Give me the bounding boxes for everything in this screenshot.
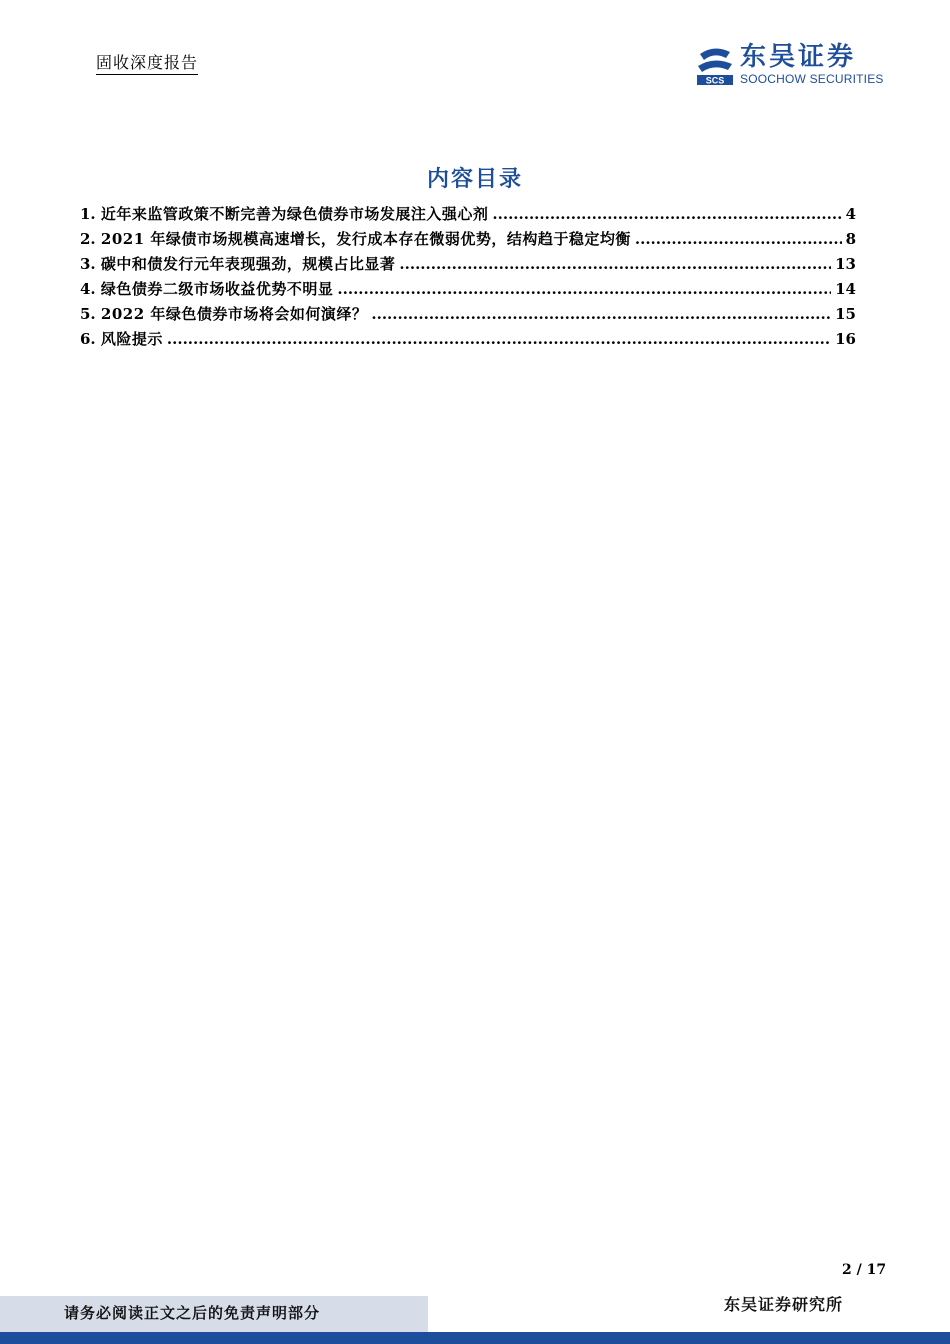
toc-entry-number: 4.	[80, 280, 101, 298]
report-type-title: 固收深度报告	[96, 50, 198, 75]
toc-entry-text: 碳中和债发行元年表现强劲，规模占比显著	[100, 255, 396, 273]
toc-entry-text: 绿色债券二级市场收益优势不明显	[100, 280, 334, 298]
toc-entry[interactable]	[80, 327, 856, 352]
table-of-contents	[80, 202, 856, 352]
toc-entry-page: 8	[845, 230, 856, 248]
toc-entry-page: 4	[845, 205, 856, 223]
toc-leader-dots	[337, 277, 831, 302]
toc-entry-page: 16	[835, 330, 856, 348]
logo-mark-text: SCS	[705, 75, 725, 86]
toc-leader-dots	[492, 202, 841, 227]
toc-entry-text: 2022 年绿色债券市场将会如何演绎？	[100, 305, 368, 323]
toc-entry[interactable]	[80, 202, 856, 227]
toc-leader-dots	[167, 327, 831, 352]
toc-entry-text: 风险提示	[100, 330, 163, 348]
soochow-logo-icon	[696, 44, 734, 86]
toc-entry-number: 2.	[80, 230, 101, 248]
footer-organization: 东吴证券研究所	[724, 1295, 844, 1314]
footer-disclaimer: 请务必阅读正文之后的免责声明部分	[64, 1304, 321, 1322]
logo-name-en: SOOCHOW SECURITIES	[740, 72, 884, 86]
toc-entry-number: 1.	[80, 205, 101, 223]
toc-title: 内容目录	[426, 166, 523, 192]
toc-entry-text: 近年来监管政策不断完善为绿色债券市场发展注入强心剂	[100, 205, 489, 223]
toc-entry-number: 6.	[80, 330, 101, 348]
logo-name-cn: 东吴证券	[740, 42, 857, 72]
company-logo	[696, 40, 896, 90]
toc-entry-number: 3.	[80, 255, 101, 273]
toc-entry[interactable]	[80, 227, 856, 252]
toc-entry-text: 2021 年绿债市场规模高速增长，发行成本存在微弱优势，结构趋于稳定均衡	[100, 230, 631, 248]
toc-entry[interactable]	[80, 252, 856, 277]
toc-entry[interactable]	[80, 277, 856, 302]
page-number: 2 / 17	[842, 1262, 887, 1278]
toc-leader-dots	[635, 227, 842, 252]
toc-entry-number: 5.	[80, 305, 101, 323]
toc-leader-dots	[399, 252, 831, 277]
toc-entry-page: 13	[835, 255, 856, 273]
toc-entry[interactable]	[80, 302, 856, 327]
toc-entry-page: 14	[835, 280, 856, 298]
footer-accent-bar	[0, 1332, 950, 1344]
toc-leader-dots	[371, 302, 831, 327]
toc-entry-page: 15	[835, 305, 856, 323]
